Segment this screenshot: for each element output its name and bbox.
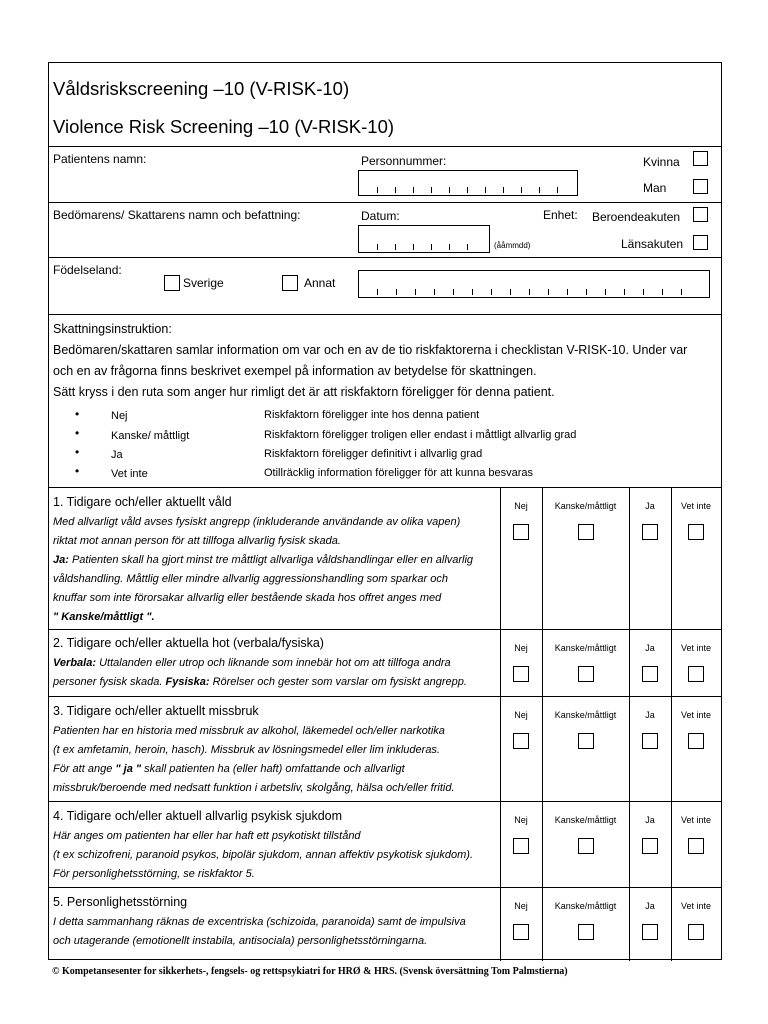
field-tick xyxy=(605,289,606,295)
bullet: • xyxy=(75,464,80,478)
q5-title: 5. Personlighetsstörning xyxy=(53,895,188,909)
date-format-hint: (ååmmdd) xyxy=(494,241,531,250)
field-tick xyxy=(643,289,644,295)
datum-field[interactable] xyxy=(358,225,490,253)
field-tick xyxy=(485,187,486,193)
q1-line-2: riktat mot annan person för att tillfoga allvarlig fysisk skada. xyxy=(53,535,341,547)
q4-line-2: (t ex schizofreni, paranoid psykos, bipolär sjukdom, annan affektiv psykotisk sjukdom). xyxy=(53,849,474,861)
q1-line-1: Med allvarligt våld avses fysiskt angrepp (inkluderande användande av olika vapen) xyxy=(53,516,461,528)
bullet: • xyxy=(75,426,80,440)
instructions-heading-colon: : xyxy=(168,322,172,336)
legend-desc-kanske: Riskfaktorn föreligger troligen eller endast i måttligt allvarlig grad xyxy=(264,429,577,441)
column-header-kanske: Kanske/måttligt xyxy=(554,710,617,720)
instructions-line-2: och en av frågorna finns beskrivet exempel på information av betydelse för skattningen. xyxy=(53,364,537,378)
q2-vet-inte-checkbox[interactable] xyxy=(688,666,704,682)
birth-country-label: Födelseland: xyxy=(53,263,122,277)
annat-checkbox[interactable] xyxy=(282,275,298,291)
patient-name-label: Patientens namn: xyxy=(53,152,147,166)
q4-line-3: För personlighetsstörning, se riskfaktor 5. xyxy=(53,868,255,880)
field-tick xyxy=(467,244,468,250)
q1-vet-inte-checkbox[interactable] xyxy=(688,524,704,540)
q5-kanske-checkbox[interactable] xyxy=(578,924,594,940)
q1-title: 1. Tidigare och/eller aktuellt våld xyxy=(53,495,232,509)
title-swedish: Våldsriskscreening –10 (V-RISK-10) xyxy=(53,78,350,99)
grid-line xyxy=(629,487,630,961)
field-tick xyxy=(431,187,432,193)
grid-line xyxy=(542,487,543,961)
field-tick xyxy=(472,289,473,295)
field-tick xyxy=(521,187,522,193)
divider xyxy=(49,887,721,888)
field-tick xyxy=(413,187,414,193)
q2-line-1-text: Uttalanden eller utrop och liknande som innebär hot om att tillfoga andra xyxy=(96,657,451,669)
q5-ja-checkbox[interactable] xyxy=(642,924,658,940)
column-header-nej: Nej xyxy=(514,815,528,825)
q1-line-5: knuffar som inte förorsakar allvarlig eller bestående skada hos offret anges med xyxy=(53,592,442,604)
field-tick xyxy=(567,289,568,295)
field-tick xyxy=(662,289,663,295)
q1-ja-lead: Ja: xyxy=(53,554,69,566)
vrisk-form xyxy=(48,62,722,960)
field-tick xyxy=(396,289,397,295)
q2-line-2 xyxy=(53,673,467,692)
q3-line-2: (t ex amfetamin, heroin, hasch). Missbruk av lösningsmedel eller lim inkluderas. xyxy=(53,744,440,756)
field-tick xyxy=(431,244,432,250)
field-tick xyxy=(377,244,378,250)
q2-ja-checkbox[interactable] xyxy=(642,666,658,682)
annat-country-field[interactable] xyxy=(358,270,710,298)
q4-ja-checkbox[interactable] xyxy=(642,838,658,854)
field-tick xyxy=(377,289,378,295)
personnummer-field[interactable] xyxy=(358,170,578,196)
q2-verbala-lead: Verbala: xyxy=(53,657,97,669)
q3-ja-lead: " ja " xyxy=(115,763,142,775)
instructions-line-1: Bedömaren/skattaren samlar information om var och en av de tio riskfaktorerna i checklistan V-RISK-10. Under var xyxy=(53,343,688,357)
man-checkbox[interactable] xyxy=(693,179,708,194)
divider xyxy=(49,257,721,258)
q3-ja-checkbox[interactable] xyxy=(642,733,658,749)
column-header-kanske: Kanske/måttligt xyxy=(554,643,617,653)
q2-fysiska-lead: Fysiska: xyxy=(165,676,210,688)
man-label: Man xyxy=(643,181,667,195)
column-header-nej: Nej xyxy=(514,901,528,911)
column-header-vet-inte: Vet inte xyxy=(680,901,712,911)
q3-line-3-pre: För att ange xyxy=(53,763,116,775)
field-tick xyxy=(557,187,558,193)
q3-title: 3. Tidigare och/eller aktuellt missbruk xyxy=(53,704,259,718)
q1-ja-checkbox[interactable] xyxy=(642,524,658,540)
q4-vet-inte-checkbox[interactable] xyxy=(688,838,704,854)
field-tick xyxy=(413,244,414,250)
q5-nej-checkbox[interactable] xyxy=(513,924,529,940)
field-tick xyxy=(467,187,468,193)
field-tick xyxy=(453,289,454,295)
column-header-ja: Ja xyxy=(645,815,655,825)
annat-label: Annat xyxy=(304,276,336,290)
column-header-ja: Ja xyxy=(645,901,655,911)
instructions-heading xyxy=(53,322,172,336)
sverige-label: Sverige xyxy=(183,276,224,290)
column-header-nej: Nej xyxy=(514,710,528,720)
grid-line xyxy=(671,487,672,961)
legend-term-vet-inte: Vet inte xyxy=(111,468,148,480)
bullet: • xyxy=(75,407,80,421)
q3-line-3 xyxy=(53,760,405,779)
lansakuten-checkbox[interactable] xyxy=(693,235,708,250)
q2-line-1 xyxy=(53,654,451,673)
grid-line xyxy=(500,487,501,961)
column-header-vet-inte: Vet inte xyxy=(680,710,712,720)
legend-term-kanske: Kanske/ måttligt xyxy=(111,430,190,442)
datum-label: Datum: xyxy=(361,209,400,223)
field-tick xyxy=(503,187,504,193)
instructions-heading-text: Skattningsinstruktion xyxy=(53,322,169,336)
divider xyxy=(49,629,721,630)
field-tick xyxy=(548,289,549,295)
field-tick xyxy=(415,289,416,295)
q3-kanske-checkbox[interactable] xyxy=(578,733,594,749)
q1-line-4: våldshandling. Måttlig eller mindre allvarlig aggressionshandling som sparkar och xyxy=(53,573,448,585)
q3-line-1: Patienten har en historia med missbruk av alkohol, läkemedel och/eller narkotika xyxy=(53,725,445,737)
divider xyxy=(49,487,721,488)
kvinna-label: Kvinna xyxy=(643,155,680,169)
q4-kanske-checkbox[interactable] xyxy=(578,838,594,854)
divider xyxy=(49,696,721,697)
field-tick xyxy=(434,289,435,295)
column-header-kanske: Kanske/måttligt xyxy=(554,501,617,511)
field-tick xyxy=(681,289,682,295)
copyright-footer: © Kompetansesenter for sikkerhets-, fengsels- og rettspsykiatri for HRØ & HRS. (Svensk översättning Tom Palmstierna) xyxy=(52,966,568,977)
q5-line-1: I detta sammanhang räknas de excentriska (schizoida, paranoida) samt de impulsiva xyxy=(53,916,466,928)
assessor-name-label: Bedömarens/ Skattarens namn och befattning: xyxy=(53,208,301,222)
divider xyxy=(49,202,721,203)
q1-line-3 xyxy=(53,551,473,570)
enhet-label: Enhet: xyxy=(543,208,578,222)
field-tick xyxy=(586,289,587,295)
field-tick xyxy=(395,187,396,193)
q2-line-2-rest: Rörelser och gester som varslar om fysiskt angrepp. xyxy=(209,676,467,688)
kvinna-checkbox[interactable] xyxy=(693,151,708,166)
column-header-kanske: Kanske/måttligt xyxy=(554,815,617,825)
title-english: Violence Risk Screening –10 (V-RISK-10) xyxy=(53,116,395,137)
q1-line-6: " Kanske/måttligt ". xyxy=(53,611,155,623)
q5-vet-inte-checkbox[interactable] xyxy=(688,924,704,940)
q2-kanske-checkbox[interactable] xyxy=(578,666,594,682)
q2-line-2-text: personer fysisk skada. xyxy=(53,676,166,688)
beroendeakuten-checkbox[interactable] xyxy=(693,207,708,222)
column-header-kanske: Kanske/måttligt xyxy=(554,901,617,911)
legend-desc-ja: Riskfaktorn föreligger definitivt i allvarlig grad xyxy=(264,448,483,460)
legend-desc-nej: Riskfaktorn föreligger inte hos denna patient xyxy=(264,409,480,421)
column-header-ja: Ja xyxy=(645,710,655,720)
q3-line-4: missbruk/beroende med nedsatt funktion i arbetsliv, skolgång, hälsa och/eller fritid. xyxy=(53,782,455,794)
field-tick xyxy=(624,289,625,295)
legend-desc-vet-inte: Otillräcklig information föreligger för att kunna besvaras xyxy=(264,467,534,479)
q1-kanske-checkbox[interactable] xyxy=(578,524,594,540)
legend-term-nej: Nej xyxy=(111,410,128,422)
divider xyxy=(49,146,721,147)
column-header-vet-inte: Vet inte xyxy=(680,501,712,511)
beroendeakuten-label: Beroendeakuten xyxy=(592,210,681,224)
field-tick xyxy=(395,244,396,250)
instructions-line-3: Sätt kryss i den ruta som anger hur rimligt det är att riskfaktorn föreligger för denna patient. xyxy=(53,385,555,399)
divider xyxy=(49,801,721,802)
q4-line-1: Här anges om patienten har eller har haft ett psykotiskt tillstånd xyxy=(53,830,361,842)
q1-nej-checkbox[interactable] xyxy=(513,524,529,540)
field-tick xyxy=(449,187,450,193)
column-header-vet-inte: Vet inte xyxy=(680,815,712,825)
q1-line-3-text: Patienten skall ha gjort minst tre måttligt allvarliga våldshandlingar eller en allvarlig xyxy=(68,554,474,566)
column-header-vet-inte: Vet inte xyxy=(680,643,712,653)
column-header-nej: Nej xyxy=(514,643,528,653)
q3-vet-inte-checkbox[interactable] xyxy=(688,733,704,749)
sverige-checkbox[interactable] xyxy=(164,275,180,291)
field-tick xyxy=(510,289,511,295)
field-tick xyxy=(529,289,530,295)
column-header-ja: Ja xyxy=(645,643,655,653)
q2-nej-checkbox[interactable] xyxy=(513,666,529,682)
q3-nej-checkbox[interactable] xyxy=(513,733,529,749)
bullet: • xyxy=(75,445,80,459)
lansakuten-label: Länsakuten xyxy=(621,237,684,251)
field-tick xyxy=(491,289,492,295)
legend-term-ja: Ja xyxy=(111,449,123,461)
field-tick xyxy=(449,244,450,250)
q2-title: 2. Tidigare och/eller aktuella hot (verbala/fysiska) xyxy=(53,636,324,650)
column-header-ja: Ja xyxy=(645,501,655,511)
q3-line-3-text: skall patienten ha (eller haft) omfattande och allvarligt xyxy=(141,763,405,775)
q4-nej-checkbox[interactable] xyxy=(513,838,529,854)
field-tick xyxy=(539,187,540,193)
q4-title: 4. Tidigare och/eller aktuell allvarlig psykisk sjukdom xyxy=(53,809,343,823)
divider xyxy=(49,314,721,315)
personnummer-label: Personnummer: xyxy=(361,154,447,168)
q5-line-2: och utagerande (emotionellt instabila, antisociala) personlighetsstörningarna. xyxy=(53,935,428,947)
field-tick xyxy=(377,187,378,193)
column-header-nej: Nej xyxy=(514,501,528,511)
